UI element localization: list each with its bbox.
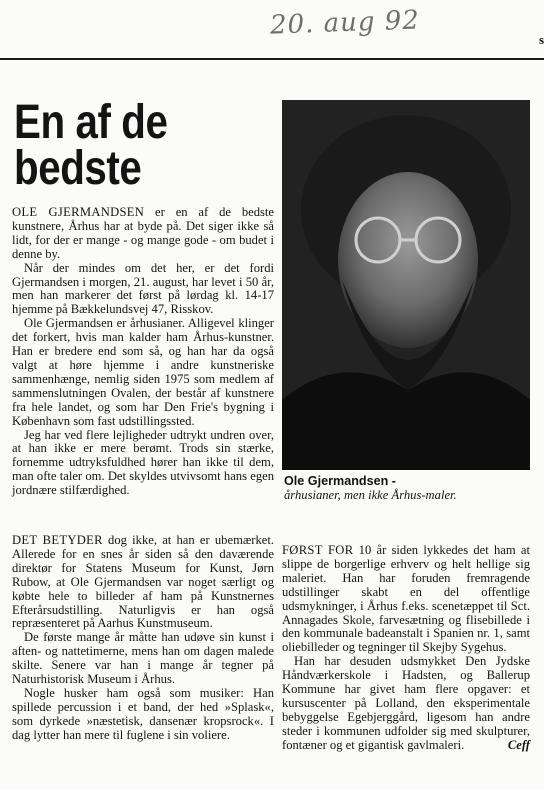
article-column-right-bottom [282,544,530,753]
photo-caption [284,474,530,502]
paragraph: OLE GJERMANDSEN er en af de bedste kunstnere, Århus har at byde på. Det siger ikke så lidt, for der er mange - og mange gode - om budet i denne by. [12,205,274,261]
lead-caps: OLE GJERMANDSEN [12,205,145,219]
author-signature: Ceff [507,737,530,752]
paragraph: FØRST FOR 10 år siden lykkedes det ham at slippe de borgerlige erhverv og helt hellige sig maleriet. Han har foruden fremragende udstillinger skabt en del offentlige udsmykninger, i Århus f.eks. scenetæppet til Sct. Annagades Skole, farvesætning og flisebillede i den kommunale badeanstalt i Spanien nr. 1, samt oliebilleder og tegninger til Skejby Sygehus. [282,543,530,655]
paragraph: Ole Gjermandsen er århusianer. Alligevel klinger det forkert, hvis man kalder ham Århus-kunstner. Han er bredere end som så, og han har da også valgt at høre hjemme i andre kunstneriske sammenhænge, nemlig siden 1975 som medlem af sammenslutningen Ovalen, der består af kunstnere fra hele landet, og som har Den Frie's bygning i København som fast udstillingssted. [12,316,274,428]
caption-subtitle: århusianer, men ikke Århus-maler. [284,488,457,502]
portrait-photo-icon [282,100,530,470]
portrait-photo [282,100,530,470]
lead-caps: FØRST FOR [282,543,354,557]
paragraph: DET BETYDER dog ikke, at han er ubemærket. Allerede for en snes år siden så den daværende direktør for Statens Museum for Kunst, Jørn Rubow, at Ole Gjermandsen var noget særligt og købte hele to billeder af ham på Kunstnernes Efterårsudstilling. Naturligvis er han også repræsenteret på Aarhus Kunstmuseum. [12,533,274,631]
headline-line-1: En af de [14,96,168,149]
paragraph: Når der mindes om det her, er det fordi Gjermandsen i morgen, 21. august, har levet i 50 år, men han markerer det først på lørdag kl. 14-17 hjemme på Bækkelundsvej 47, Risskov. [12,260,274,317]
page-corner-letter: s [538,32,544,47]
paragraph: Nogle husker ham også som musiker: Han spillede percussion i et band, der hed »Splask«, som dyrkede »næstetisk, dansenær kropsrock«. I dag lytter han mere til fuglene i sin voliere. [12,685,274,742]
lead-caps: DET BETYDER [12,533,103,547]
headline [14,96,232,195]
handwritten-date: 20. aug 92 [269,5,421,41]
article-column-left-top [12,206,274,498]
article-column-left-bottom [12,534,274,743]
paragraph: Jeg har ved flere lejligheder udtrykt undren over, at han ikke er mere berømt. Trods sin stærke, fornemme udtryksfuldhed hører han ikke til dem, man ofte taler om. Det skyldes utvivsomt hans egen jordnære stilfærdighed. [12,427,274,498]
headline-line-2: bedste [14,142,142,195]
top-rule [0,58,544,60]
paragraph: Han har desuden udsmykket Den Jydske Håndværkerskole i Hadsten, og Ballerup Kommune har givet ham flere opgaver: et kursuscenter på Lolland, den eksperimentale bebyggelse Egebjerggård, ligesom han andre steder i kommunen udfolder sig med skulpturer, fontæner og et gigantisk gavlmaleri. Ceff [282,654,530,752]
caption-name: Ole Gjermandsen - [284,474,396,488]
paragraph: De første mange år måtte han udøve sin kunst i aften- og nattetimerne, mens han om dagen malede skilte. Senere var han i mange år tegner på Naturhistorisk Museum i Århus. [12,630,274,687]
